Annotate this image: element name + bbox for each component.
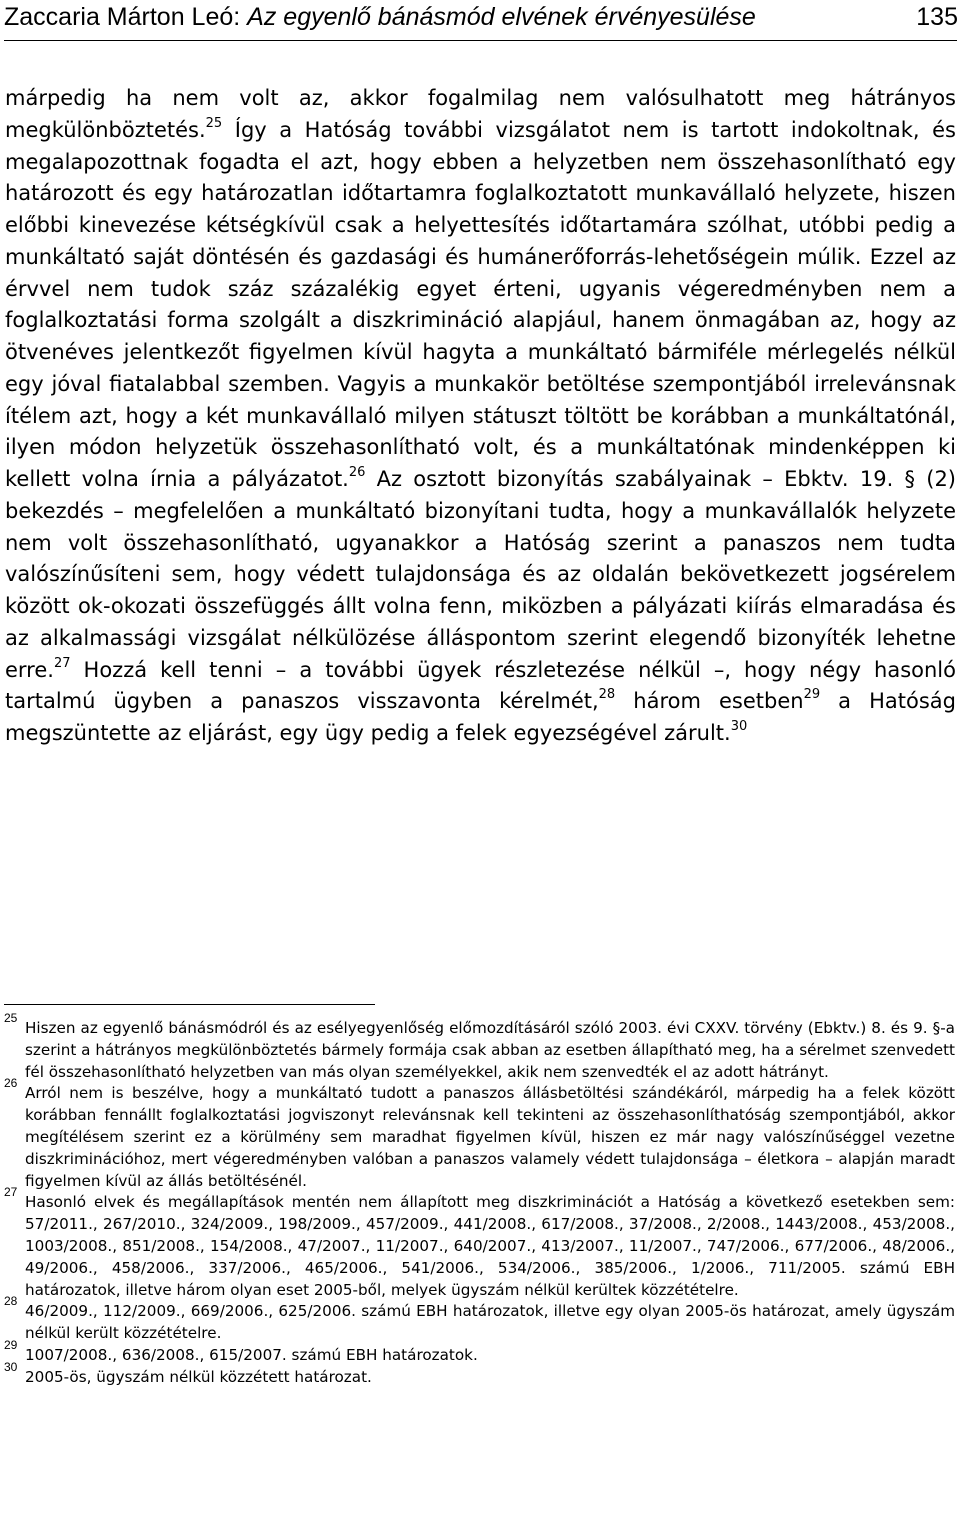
footnote-ref-26: 26: [348, 465, 366, 480]
running-title: [4, 2, 756, 32]
footnote-number: 26: [4, 1076, 18, 1091]
page-header: [4, 2, 958, 42]
footnote-text: Hasonló elvek és megállapítások mentén nem állapított meg diszkriminációt a Hatóság a következő esetekben sem: 57/2011., 267/2010., 324/2009., 198/2009., 457/2009., 441/2008., 617/2008., 37/2008., 2/2008., 1443/2008., 453/2008., 1003/2008., 851/2008., 154/2008., 47/2007., 11/2007., 640/2007., 413/2007., 11/2007., 747/2006., 677/2006., 48/2006., 49/2006., 458/2006., 337/2006., 465/2006., 541/2006., 534/2006., 385/2006., 1/2006., 711/2005. számú EBH határozatok, illetve három olyan eset 2005-ből, melyek ügyszám nélkül kerültek közzétételre.: [25, 1193, 955, 1299]
footnote-ref-28: 28: [598, 687, 616, 703]
footnote-28: [4, 1294, 955, 1345]
footnote-number: 28: [4, 1294, 18, 1309]
footnote-text: 1007/2008., 636/2008., 615/2007. számú EBH határozatok.: [25, 1345, 478, 1364]
footnote-ref-27: 27: [53, 655, 71, 671]
footnote-number: 30: [4, 1359, 18, 1374]
text-run: Az osztott bizonyítás szabályainak – Ebktv. 19. § (2) bekezdés – megfelelően a munkáltató bizonyítani tudta, hogy a munkavállalók helyzete nem volt összehasonlítható, ugyanakkor a Hatóság szerint a panaszos nem tudta valószínűsíteni sem, hogy védett tulajdonsága és az oldalán bekövetkezett jogsérelem között ok-okozati összefüggés állt volna fenn, miközben a pályázati kiírás elmaradása és az alkalmassági vizsgálat nélkülözése álláspontom szerint elegendő bizonyíték lehetne erre.: [5, 467, 956, 682]
footnote-ref-25: 25: [205, 115, 223, 131]
footnote-text: 2005-ös, ügyszám nélkül közzétett határozat.: [25, 1367, 372, 1386]
page-number: 135: [916, 3, 958, 31]
footnote-25: [4, 1011, 955, 1083]
text-run: három esetben: [615, 689, 804, 714]
header-divider: [4, 40, 957, 41]
footnote-ref-30: 30: [730, 719, 748, 734]
footnote-divider: [4, 1004, 375, 1005]
footnote-number: 25: [4, 1011, 18, 1025]
footnote-27: [4, 1185, 955, 1301]
text-run: Hozzá kell tenni – a további ügyek részletezése nélkül –, hogy négy hasonló tartalmú ügyben a panaszos visszavonta kérelmét,: [5, 657, 956, 714]
footnote-number: 29: [4, 1337, 18, 1352]
text-run: Így a Hatóság további vizsgálatot nem is tartott indokoltnak, és megalapozottnak fogadta el azt, hogy ebben a helyzetben nem: [5, 117, 956, 174]
footnote-30: [4, 1359, 955, 1389]
footnote-text: 46/2009., 112/2009., 669/2006., 625/2006. számú EBH határozatok, illetve egy olyan 2005-ös határozat, amely ügyszám nélkül került közzétételre.: [25, 1302, 955, 1343]
footnote-text: Arról nem is beszélve, hogy a munkáltató tudott a panaszos állásbetöltési szándékáról, márpedig ha a felek között korábban fennállt foglalkoztatási jogviszonyt relevánsnak kell tekinteni az összehasonlíthatóság szempontjából, akkor megítélésem szerint ez a körülmény sem maradhat figyelmen kívül, hiszen ez már nagy valószínűséggel vezetne diszkriminációhoz, mert végeredményben valóban a panaszos valamely védett tulajdonsága – életkora – alapján maradt figyelmen kívül az állás betöltésénél.: [25, 1084, 955, 1190]
footnote-29: [4, 1337, 955, 1367]
text-run: összehasonlítható egy határozott és egy határozatlan időtartamra foglalkoztatott munkavállaló helyzete, hiszen előbbi kinevezése kétségkívül csak a helyettesítés időtartamára szólhat, utóbbi pedig a munkáltató saját döntésén és gazdasági és humánerőforrás-lehetőségein múlik. Ezzel az érvvel nem tudok száz százalékig egyet érteni, ugyanis végeredményben nem a foglalkoztatási forma szolgált a diszkrimináció alapjául, hanem önmagában az, hogy az ötvenéves jelentkezőt figyelmen kívül hagyta a munkáltató bármiféle mérlegelés nélkül egy jóval fiatalabbal szemben. Vagyis a munkakör betöltése szempontjából irrelevánsnak ítélem azt, hogy a két munkavállaló milyen státuszt töltött be korábban a munkáltatónál, ilyen módon helyzetük összehasonlítható volt, és a munkáltatónak mindenképpen ki kellett volna írnia a pályázatot.: [5, 149, 956, 491]
footnote-text: Hiszen az egyenlő bánásmódról és az esélyegyenlőség előmozdításáról szóló 2003. évi CXXV. törvény (Ebktv.) 8. és 9. §-a szerint a hátrányos megkülönböztetés bármely formája csak abban az esetben állapítható meg, ha a sérelmet szenvedett fél összehasonlítható helyzetben van más olyan személyekkel, akik nem szenvedték el az adott hátrányt.: [25, 1019, 955, 1081]
footnotes: [4, 1011, 955, 1389]
text-run: márpedig ha nem volt az, akkor fogalmilag nem valósulhatott meg hátrányos megkülönböztetés.: [5, 86, 956, 142]
header-author: Zaccaria Márton Leó:: [4, 3, 241, 31]
footnote-number: 27: [4, 1185, 18, 1200]
footnote-ref-29: 29: [803, 687, 821, 703]
main-paragraph: [5, 83, 956, 750]
footnote-26: [4, 1076, 955, 1192]
text-run: a Hatóság megszüntette az eljárást, egy ügy pedig a felek egyezségével zárult.: [5, 689, 956, 745]
header-title: Az egyenlő bánásmód elvének érvényesülése: [247, 3, 756, 31]
